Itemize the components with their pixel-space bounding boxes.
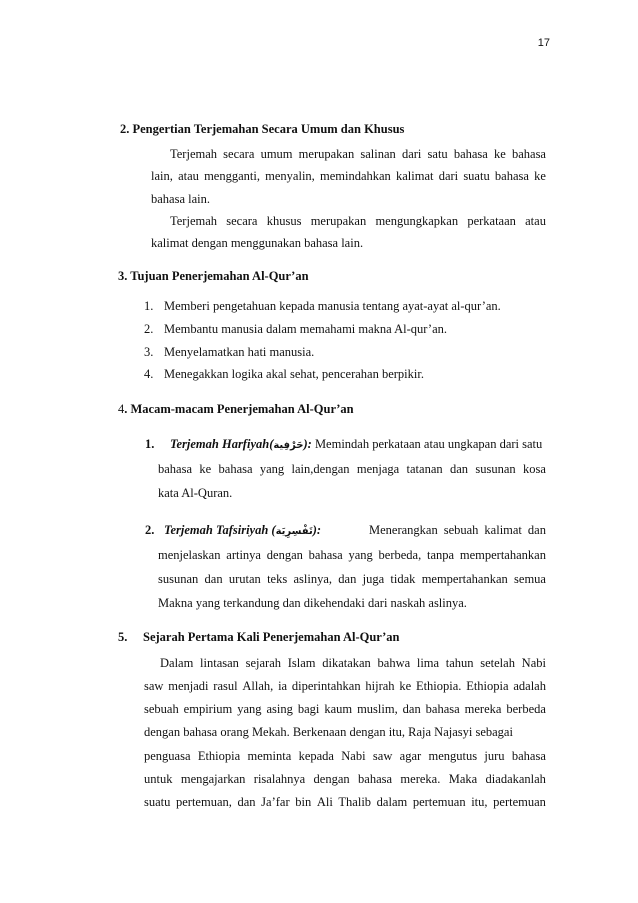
section-4-number: 4	[118, 402, 125, 416]
page-number: 17	[537, 37, 550, 49]
s5-line-3: sebuah empirium yang asing bagi kaum muslim, dan bahasa mereka berbeda	[144, 702, 546, 716]
s4-item-1-text: Memindah perkataan atau ungkapan dari satu	[314, 437, 543, 451]
section-5-title: Sejarah Pertama Kali Penerjemahan Al-Qur’an	[143, 630, 400, 644]
s5-line-6: untuk mengajarkan risalahnya dengan bahasa mereka. Maka diadakanlah	[144, 772, 546, 786]
list-number: 3.	[144, 345, 154, 359]
s5-line-1: Dalam lintasan sejarah Islam dikatakan bahwa lima tahun setelah Nabi	[160, 656, 546, 670]
list-number: 4.	[144, 367, 154, 381]
s4-item-1-line-2: bahasa ke bahasa yang lain,dengan menjaga tatanan dan susunan kosa	[158, 462, 546, 476]
s4-item-2-line-2: menjelaskan artinya dengan bahasa yang berbeda, tanpa mempertahankan	[158, 548, 546, 562]
section-2-heading: 2. Pengertian Terjemahan Secara Umum dan Khusus	[120, 122, 405, 136]
s2-line-5: kalimat dengan menggunakan bahasa lain.	[151, 236, 364, 250]
list-text: Membantu manusia dalam memahami makna Al-qur’an.	[164, 322, 448, 336]
s2-line-2: lain, atau mengganti, menyalin, memindahkan kalimat dari suatu bahasa ke	[151, 169, 546, 183]
s2-line-4: Terjemah secara khusus merupakan mengungkapkan perkataan atau	[170, 214, 546, 228]
term-close: ):	[312, 523, 322, 537]
term-tafsiriyah: Terjemah Tafsiriyah (	[164, 523, 276, 537]
s4-item-2-line-4: Makna yang terkandung dan dikehendaki dari naskah aslinya.	[158, 596, 467, 610]
list-text: Menyelamatkan hati manusia.	[164, 345, 315, 359]
list-number: 1.	[144, 299, 154, 313]
s2-line-3: bahasa lain.	[151, 192, 211, 206]
arabic-tafsiriyah: تَفْسِرِيَة	[275, 526, 313, 537]
s4-item-2-first-line	[164, 523, 321, 538]
list-number: 2.	[144, 322, 154, 336]
s5-line-4: dengan bahasa orang Mekah. Berkenaan dengan itu, Raja Najasyi sebagai	[144, 725, 513, 739]
s5-line-2: saw menjadi rasul Allah, ia diperintahkan hijrah ke Ethiopia. Ethiopia adalah	[144, 679, 546, 693]
s4-item-1-line-3: kata Al-Quran.	[158, 486, 233, 500]
arabic-harfiyah: حَرْفِية	[273, 440, 304, 451]
section-3-heading: 3. Tujuan Penerjemahan Al-Qur’an	[118, 269, 309, 283]
section-4-heading	[118, 402, 354, 417]
term-harfiyah: Terjemah Harfiyah(	[170, 437, 274, 451]
section-5-number: 5.	[118, 630, 128, 644]
s4-item-2-line-3: susunan dan urutan teks aslinya, dan juga tidak mempertahankan semua	[158, 572, 546, 586]
list-number: 1.	[145, 437, 155, 451]
s4-item-2-text: Menerangkan sebuah kalimat dan	[369, 523, 546, 537]
s4-item-1-first-line	[170, 437, 542, 452]
list-text: Menegakkan logika akal sehat, pencerahan berpikir.	[164, 367, 424, 381]
list-number: 2.	[145, 523, 155, 537]
s5-line-5: penguasa Ethiopia meminta kepada Nabi saw agar mengutus juru bahasa	[144, 749, 546, 763]
list-text: Memberi pengetahuan kepada manusia tentang ayat-ayat al-qur’an.	[164, 299, 501, 313]
s5-line-7: suatu pertemuan, dan Ja’far bin Ali Thalib dalam pertemuan itu, pertemuan	[144, 795, 546, 809]
section-4-title: . Macam-macam Penerjemahan Al-Qur’an	[124, 402, 354, 416]
s2-line-1: Terjemah secara umum merupakan salinan dari satu bahasa ke bahasa	[170, 147, 546, 161]
term-close: ):	[303, 437, 312, 451]
